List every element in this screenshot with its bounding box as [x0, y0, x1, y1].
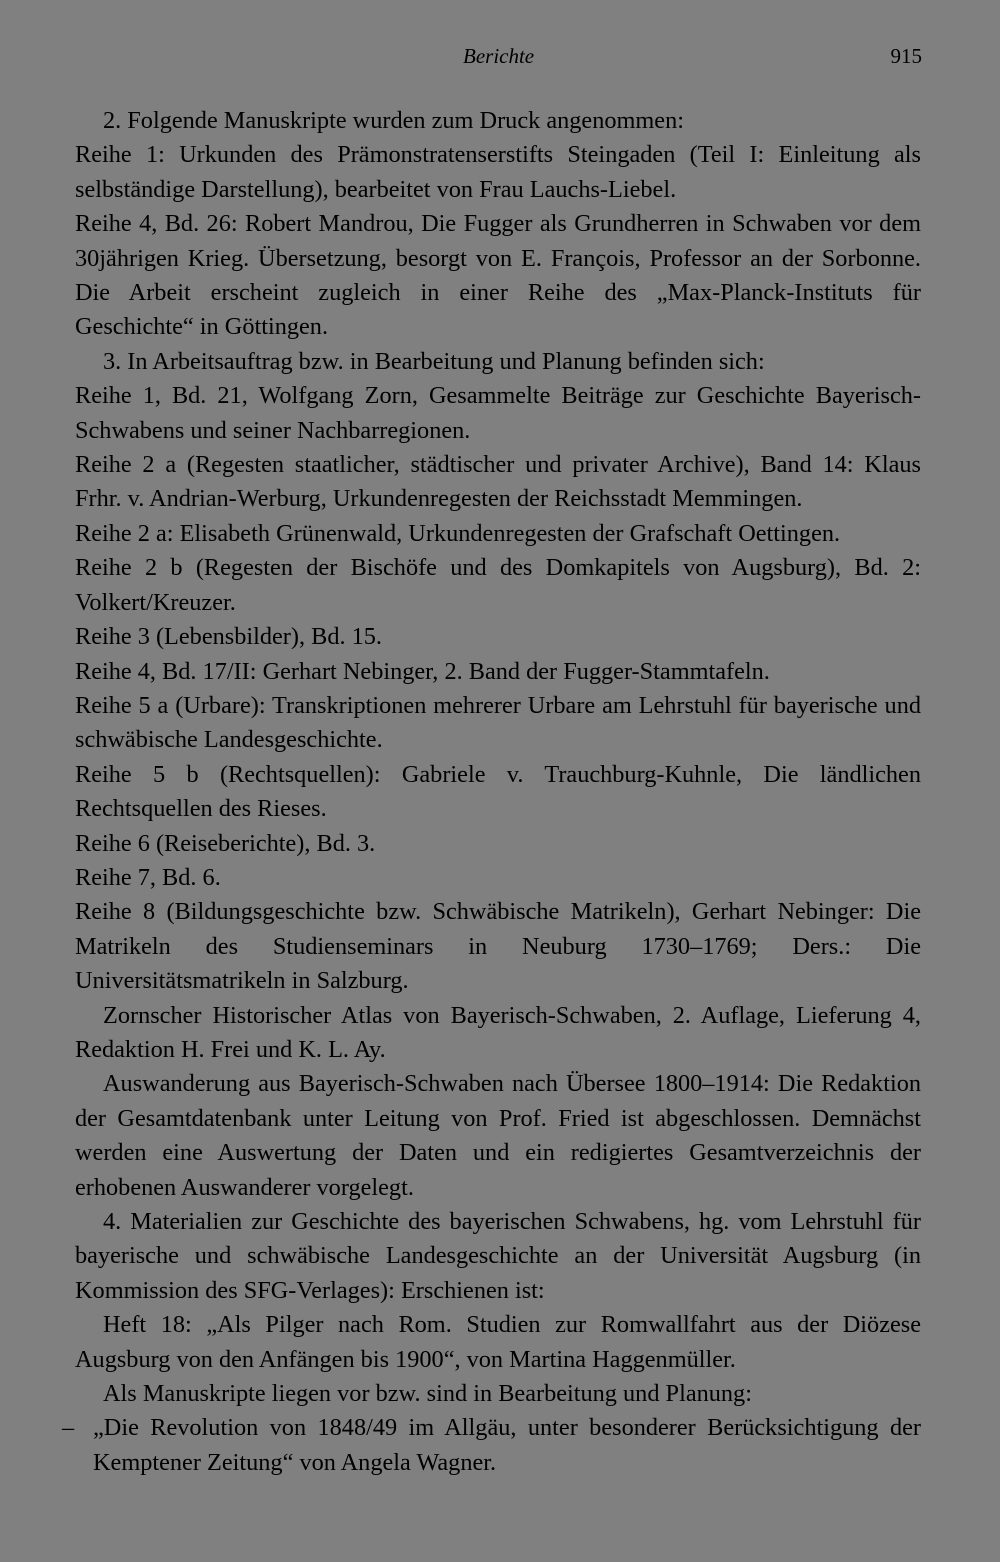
- paragraph: Reihe 6 (Reiseberichte), Bd. 3.: [75, 829, 376, 857]
- paragraph: Reihe 7, Bd. 6.: [75, 863, 221, 891]
- paragraph: Reihe 4, Bd. 26: Robert Mandrou, Die Fugger als Grundherren in Schwaben vor dem 30jährigen Krieg. Übersetzung, besorgt von E. François, Professor an der Sorbonne. Die Arbeit erscheint zugleich in einer Reihe des „Max-Planck-Instituts für Geschichte“ in Göttingen.: [75, 210, 921, 341]
- paragraph: Reihe 2 a: Elisabeth Grünenwald, Urkundenregesten der Grafschaft Oettingen.: [75, 519, 841, 547]
- paragraph: Zornscher Historischer Atlas von Bayerisch-Schwaben, 2. Auflage, Lieferung 4, Redaktion H. Frei und K. L. Ay.: [75, 1001, 921, 1063]
- paragraph: Reihe 5 b (Rechtsquellen): Gabriele v. Trauchburg-Kuhnle, Die ländlichen Rechtsquellen des Rieses.: [75, 760, 921, 823]
- list-dash: –: [62, 1414, 75, 1442]
- paragraph: 3. In Arbeitsauftrag bzw. in Bearbeitung und Planung befinden sich:: [103, 347, 765, 375]
- paragraph: Reihe 8 (Bildungsgeschichte bzw. Schwäbische Matrikeln), Gerhart Nebinger: Die Matrikeln des Studienseminars in Neuburg 1730–1769; Ders.: Die Universitätsmatrikeln in Salzburg.: [75, 898, 921, 995]
- paragraph: Reihe 1: Urkunden des Prämonstratenserstifts Steingaden (Teil I: Einleitung als selbständige Darstellung), bearbeitet von Frau Lauchs-Liebel.: [75, 141, 921, 203]
- paragraph: Auswanderung aus Bayerisch-Schwaben nach Übersee 1800–1914: Die Redaktion der Gesamtdatenbank unter Leitung von Prof. Fried ist abgeschlossen. Demnächst werden eine Auswertung der Daten und ein redigiertes Gesamtverzeichnis der erhobenen Auswanderer vorgelegt.: [75, 1070, 921, 1201]
- paragraph: Reihe 2 b (Regesten der Bischöfe und des Domkapitels von Augsburg), Bd. 2: Volkert/Kreuzer.: [75, 554, 921, 616]
- paragraph: Reihe 4, Bd. 17/II: Gerhart Nebinger, 2. Band der Fugger-Stammtafeln.: [75, 657, 770, 685]
- paragraph: Reihe 1, Bd. 21, Wolfgang Zorn, Gesammelte Beiträge zur Geschichte Bayerisch-Schwabens und seiner Nachbarregionen.: [75, 382, 921, 444]
- paragraph: Reihe 2 a (Regesten staatlicher, städtischer und privater Archive), Band 14: Klaus Frhr. v. Andrian-Werburg, Urkundenregesten der Reichsstadt Memmingen.: [75, 451, 921, 513]
- paragraph: 2. Folgende Manuskripte wurden zum Druck angenommen:: [103, 107, 684, 134]
- paragraph: Heft 18: „Als Pilger nach Rom. Studien zur Romwallfahrt aus der Diözese Augsburg von den Anfängen bis 1900“, von Martina Haggenmüller.: [75, 1311, 921, 1373]
- body-text: [62, 104, 921, 1480]
- paragraph: Reihe 5 a (Urbare): Transkriptionen mehrerer Urbare am Lehrstuhl für bayerische und schwäbische Landesgeschichte.: [75, 691, 921, 754]
- running-head: [0, 44, 1000, 74]
- paragraph: Als Manuskripte liegen vor bzw. sind in Bearbeitung und Planung:: [103, 1380, 752, 1408]
- paragraph: Reihe 3 (Lebensbilder), Bd. 15.: [75, 623, 383, 651]
- list-item: [62, 1411, 921, 1480]
- list-item-text: „Die Revolution von 1848/49 im Allgäu, unter besonderer Berücksichtigung der Kemptener Zeitung“ von Angela Wagner.: [93, 1414, 921, 1476]
- page-number: 915: [890, 44, 922, 68]
- running-title: Berichte: [463, 44, 535, 68]
- paragraph: 4. Materialien zur Geschichte des bayerischen Schwabens, hg. vom Lehrstuhl für bayerische und schwäbische Landesgeschichte an der Universität Augsburg (in Kommission des SFG-Verlages): Erschienen ist:: [75, 1208, 921, 1304]
